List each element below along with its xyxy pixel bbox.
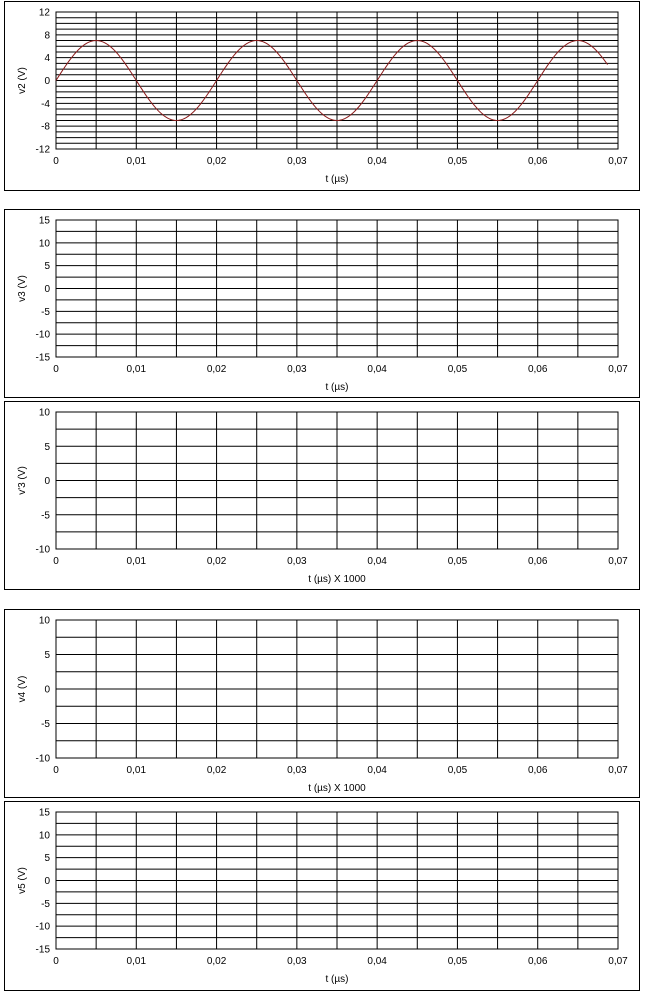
chart-v3 xyxy=(5,210,641,399)
x-tick-label: 0,02 xyxy=(206,156,227,167)
x-tick-label: 0,06 xyxy=(527,765,548,776)
y-tick-label: -10 xyxy=(35,544,50,556)
chart-v5 xyxy=(5,802,641,992)
x-axis-label: t (µs) X 1000 xyxy=(308,783,366,794)
y-tick-label: -5 xyxy=(41,306,50,318)
x-tick-label: 0,04 xyxy=(367,556,387,567)
x-tick-label: 0,02 xyxy=(206,765,227,776)
y-tick-label: 0 xyxy=(44,76,50,87)
chart-v3-prime xyxy=(5,402,641,591)
x-tick-label: 0,06 xyxy=(527,956,548,967)
chart-v2 xyxy=(5,2,641,192)
x-tick-label: 0 xyxy=(53,956,59,967)
x-tick-label: 0,01 xyxy=(126,364,147,375)
chart-panel-v3 xyxy=(4,209,640,398)
x-tick-label: 0,03 xyxy=(287,364,307,375)
x-tick-label: 0,06 xyxy=(527,156,548,167)
x-tick-label: 0,07 xyxy=(608,556,628,567)
x-tick-label: 0,03 xyxy=(287,556,307,567)
x-tick-label: 0,01 xyxy=(126,156,147,167)
x-tick-label: 0 xyxy=(53,765,59,776)
x-tick-label: 0,06 xyxy=(527,364,548,375)
x-tick-label: 0,01 xyxy=(126,556,147,567)
y-tick-label: -4 xyxy=(41,98,50,110)
x-axis-label: t (µs) xyxy=(325,974,349,985)
x-tick-label: 0,05 xyxy=(447,765,468,776)
y-axis-label: v5 (V) xyxy=(17,867,28,894)
y-tick-label: 15 xyxy=(38,215,50,227)
x-tick-label: 0,03 xyxy=(287,156,307,167)
x-tick-label: 0,06 xyxy=(527,556,548,567)
x-tick-label: 0,01 xyxy=(126,956,147,967)
x-tick-label: 0,07 xyxy=(608,765,628,776)
x-tick-label: 0,03 xyxy=(287,765,307,776)
y-tick-label: 10 xyxy=(38,238,50,250)
y-tick-label: -5 xyxy=(41,898,50,910)
x-tick-label: 0,02 xyxy=(206,364,227,375)
y-tick-label: 0 xyxy=(44,476,50,487)
y-tick-label: 10 xyxy=(38,407,50,419)
x-tick-label: 0,05 xyxy=(447,364,468,375)
y-tick-label: 5 xyxy=(44,441,50,453)
x-tick-label: 0,01 xyxy=(126,765,147,776)
x-tick-label: 0,04 xyxy=(367,956,387,967)
y-tick-label: -10 xyxy=(35,921,50,933)
x-tick-label: 0,02 xyxy=(206,956,227,967)
y-tick-label: 0 xyxy=(44,684,50,696)
x-tick-label: 0,07 xyxy=(608,364,628,375)
chart-v4 xyxy=(5,610,641,799)
x-axis-label: t (µs) xyxy=(325,382,349,393)
y-tick-label: 10 xyxy=(38,615,50,627)
y-tick-label: 10 xyxy=(38,830,50,842)
y-tick-label: 0 xyxy=(44,876,50,887)
y-tick-label: 12 xyxy=(38,7,50,19)
x-tick-label: 0,04 xyxy=(367,364,387,375)
x-tick-label: 0,07 xyxy=(608,156,628,167)
y-tick-label: 5 xyxy=(44,261,50,273)
x-tick-label: 0,04 xyxy=(367,765,387,776)
y-axis-label: v2 (V) xyxy=(17,67,28,94)
x-tick-label: 0,04 xyxy=(367,156,387,167)
y-tick-label: -5 xyxy=(41,510,50,522)
x-tick-label: 0,07 xyxy=(608,956,628,967)
x-axis-label: t (µs) xyxy=(325,174,349,185)
x-tick-label: 0,05 xyxy=(447,156,468,167)
y-tick-label: -10 xyxy=(35,329,50,341)
x-tick-label: 0,03 xyxy=(287,956,307,967)
y-tick-label: -15 xyxy=(35,352,50,364)
y-tick-label: 8 xyxy=(44,30,50,42)
chart-panel-v3-prime xyxy=(4,401,640,590)
y-tick-label: 15 xyxy=(38,807,50,819)
x-tick-label: 0,05 xyxy=(447,556,468,567)
chart-panel-v5 xyxy=(4,801,640,991)
y-axis-label: v4 (V) xyxy=(17,675,28,703)
y-tick-label: 5 xyxy=(44,853,50,865)
y-axis-label: v3 (V) xyxy=(17,275,28,302)
x-tick-label: 0 xyxy=(53,156,59,167)
chart-panel-v2 xyxy=(4,1,640,191)
y-tick-label: -15 xyxy=(35,944,50,956)
y-tick-label: 0 xyxy=(44,284,50,295)
y-tick-label: 4 xyxy=(44,53,50,65)
y-tick-label: 5 xyxy=(44,650,50,661)
x-tick-label: 0 xyxy=(53,364,59,375)
x-tick-label: 0,05 xyxy=(447,956,468,967)
chart-panel-v4 xyxy=(4,609,640,798)
y-tick-label: -8 xyxy=(41,121,50,133)
x-tick-label: 0,02 xyxy=(206,556,227,567)
x-tick-label: 0 xyxy=(53,556,59,567)
x-axis-label: t (µs) X 1000 xyxy=(308,574,366,585)
y-tick-label: -12 xyxy=(35,144,50,156)
y-tick-label: -10 xyxy=(35,753,50,765)
y-tick-label: -5 xyxy=(41,719,50,730)
y-axis-label: v'3 (V) xyxy=(17,466,28,495)
